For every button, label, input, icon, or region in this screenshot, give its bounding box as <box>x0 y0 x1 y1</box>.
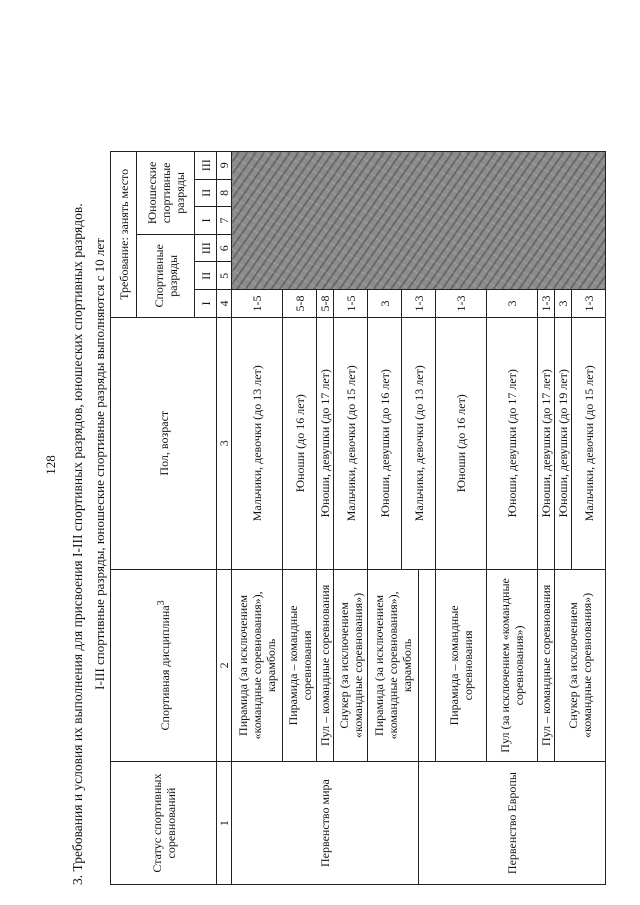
gender-age-cell: Юноши (до 16 лет) <box>436 317 487 569</box>
place-cell: 1-5 <box>334 290 368 318</box>
column-number: 7 <box>217 207 232 235</box>
place-cell: 3 <box>487 290 538 318</box>
gender-age-cell: Юноши, девушки (до 19 лет) <box>555 317 572 569</box>
header-youth-ranks: Юношеские спортивные разряды <box>137 151 195 234</box>
column-number: 8 <box>217 179 232 207</box>
gender-age-cell: Мальчики, девочки (до 15 лет) <box>572 317 606 569</box>
place-cell: 1-3 <box>402 290 436 318</box>
status-cell: Первенство мира <box>232 762 419 885</box>
discipline-cell: Пирамида (за исключением «командные соревнования»), карамболь <box>368 569 419 761</box>
blank-margin <box>111 49 606 151</box>
gender-age-cell: Мальчики, девочки (до 13 лет) <box>232 317 283 569</box>
column-number: 3 <box>217 317 232 569</box>
discipline-cell: Снукер (за исключением «командные соревнования») <box>334 569 368 761</box>
discipline-cell: Пул (за исключением «командные соревнования») <box>487 569 538 761</box>
column-number: 4 <box>217 290 232 318</box>
rotated-page <box>40 45 600 885</box>
discipline-cell-continued <box>419 569 436 761</box>
column-number: 2 <box>217 569 232 761</box>
header-youth-I: I <box>195 207 217 235</box>
page-number: 128 <box>43 455 58 475</box>
column-number: 6 <box>217 234 232 262</box>
gender-age-cell: Юноши, девушки (до 17 лет) <box>317 317 334 569</box>
header-rank-I: I <box>195 290 217 318</box>
gender-age-cell: Юноши, девушки (до 16 лет) <box>368 317 402 569</box>
status-cell: Первенство Европы <box>419 762 606 885</box>
header-rank-II: II <box>195 262 217 290</box>
gender-age-cell: Юноши, девушки (до 17 лет) <box>538 317 555 569</box>
column-number: 1 <box>217 762 232 885</box>
header-status: Статус спортивных соревнований <box>111 762 217 885</box>
gender-age-cell: Юноши, девушки (до 17 лет) <box>487 317 538 569</box>
discipline-cell: Пул – командные соревнования <box>317 569 334 761</box>
discipline-cell: Пул – командные соревнования <box>538 569 555 761</box>
place-cell: 1-3 <box>436 290 487 318</box>
place-cell: 3 <box>555 290 572 318</box>
header-sport-ranks: Спортивные разряды <box>137 234 195 317</box>
column-number: 5 <box>217 262 232 290</box>
header-youth-III: III <box>195 151 217 179</box>
gender-age-cell: Юноши (до 16 лет) <box>283 317 317 569</box>
header-discipline: Спортивная дисциплина$^3$ <box>111 569 217 761</box>
place-cell: 1-3 <box>538 290 555 318</box>
requirements-table <box>110 49 606 885</box>
header-rank-III: III <box>195 234 217 262</box>
header-requirement: Требование: занять место <box>111 151 137 317</box>
discipline-cell: Пирамида (за исключением «командные соревнования»), карамболь <box>232 569 283 761</box>
gender-age-cell: Мальчики, девочки (до 13 лет) <box>402 317 436 569</box>
footnote-marker: 3 <box>156 600 167 606</box>
table-subheading: I-III спортивные разряды, юношеские спортивные разряды выполняются с 10 лет <box>92 238 107 690</box>
header-youth-II: II <box>195 179 217 207</box>
place-cell: 3 <box>368 290 402 318</box>
place-cell: 5-8 <box>283 290 317 318</box>
place-cell: 1-5 <box>232 290 283 318</box>
place-cell: 1-3 <box>572 290 606 318</box>
gender-age-cell: Мальчики, девочки (до 15 лет) <box>334 317 368 569</box>
header-gender-age: Пол, возраст <box>111 317 217 569</box>
place-cell: 5-8 <box>317 290 334 318</box>
discipline-cell: Снукер (за исключением «командные соревнования») <box>555 569 606 761</box>
discipline-cell: Пирамида – командные соревнования <box>436 569 487 761</box>
discipline-cell: Пирамида – командные соревнования <box>283 569 317 761</box>
column-number: 9 <box>217 151 232 179</box>
section-heading: 3. Требования и условия их выполнения для присвоения I-III спортивных разрядов, юношеских спортивных разрядов. <box>70 203 85 885</box>
shaded-cells <box>232 151 606 289</box>
